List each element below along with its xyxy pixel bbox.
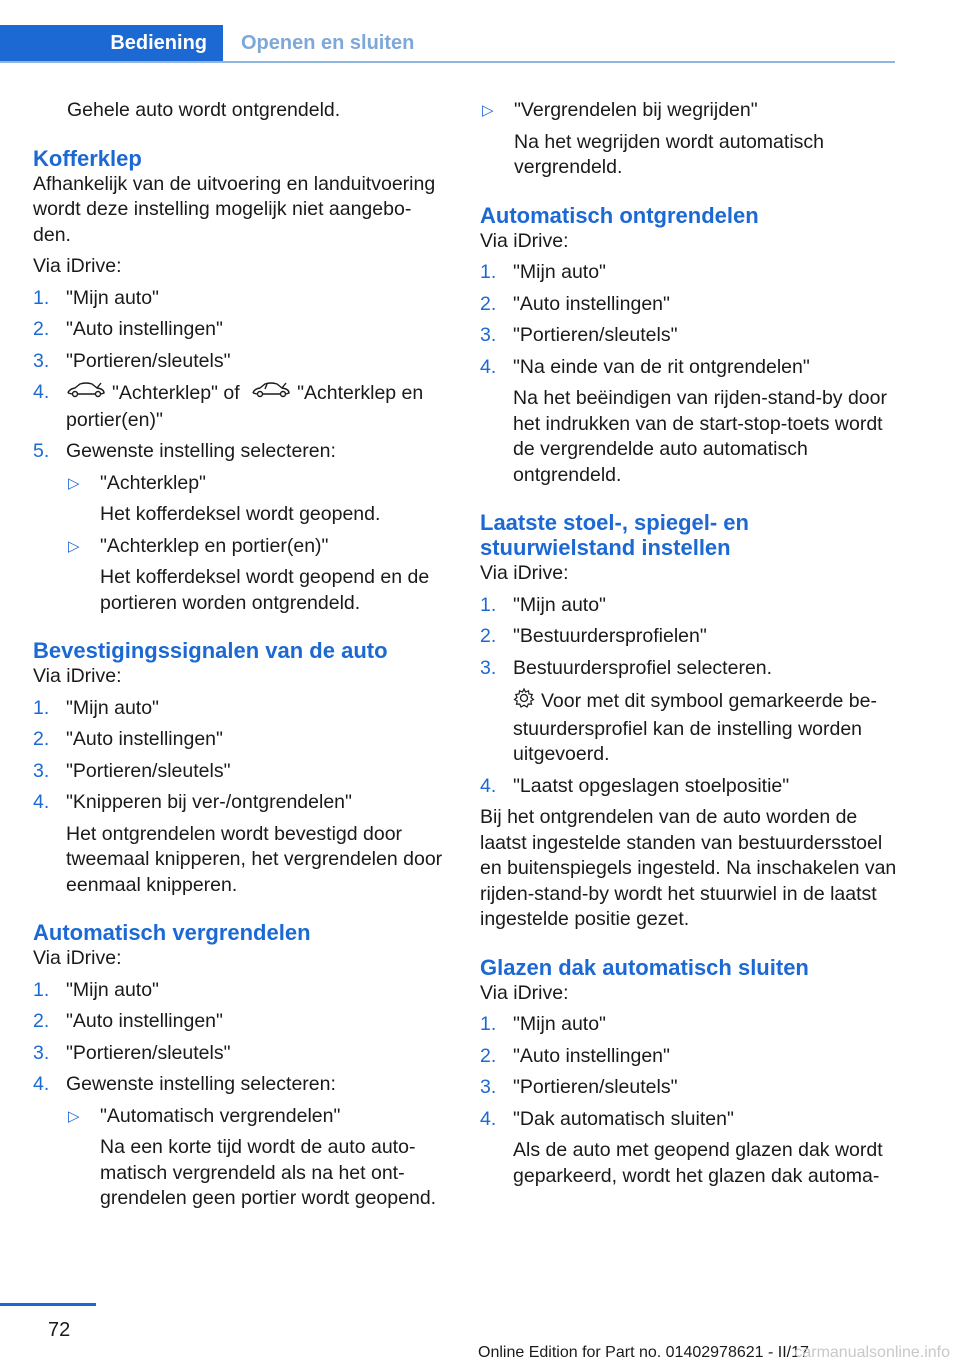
list-item: 3. "Portieren/sleutels" [480, 1076, 678, 1098]
sub-list-item: ▷ "Achterklep en portier(en)" [68, 534, 329, 557]
heading-glazen-dak: Glazen dak automatisch sluiten [480, 954, 809, 980]
list-item: 2. "Auto instellingen" [33, 1010, 223, 1032]
via-idrive: Via iDrive: [480, 981, 569, 1004]
tab-openen-en-sluiten[interactable]: Openen en sluiten [241, 32, 415, 54]
heading-automatisch-vergrendelen: Automatisch vergrendelen [33, 920, 311, 945]
list-item: 2. "Auto instellingen" [480, 1044, 670, 1067]
left-column [33, 98, 447, 1218]
list-item: 1. "Mijn auto" [33, 286, 159, 309]
list-item: 1. "Mijn auto" [480, 1013, 606, 1035]
list-item: 3. "Portieren/sleutels" [33, 349, 231, 372]
list-item: 2. "Auto instellingen" [33, 728, 223, 750]
list-item: 4. "Achterklep" of "Achterklep en portier(en)" [33, 381, 424, 431]
tab-bediening[interactable]: Bediening [0, 25, 223, 61]
intro-text: Gehele auto wordt ontgrendeld. [67, 99, 341, 121]
list-item: 2. "Auto instellingen" [33, 318, 223, 340]
sub-list-item: ▷ "Automatisch vergrendelen" [68, 1104, 341, 1127]
list-item: 4. "Knipperen bij ver-/ontgrendelen" Het ontgrendelen wordt bevestigd door tweemaal knipperen, het vergrendelen door eenmaal knipperen. [33, 790, 447, 898]
sub-list-item: ▷ "Vergrendelen bij wegrijden" [482, 99, 758, 121]
list-item: 2. "Auto instellingen" [480, 292, 670, 315]
car-tailgate-icon [66, 380, 106, 408]
list-item: 5. Gewenste instelling selecteren: ▷ "Achterklep" Het kofferdeksel wordt geopend. ▷ "Achterklep en portier(en)" Het kofferdeksel wordt geopend en de portieren worden ontgrendeld. [33, 439, 447, 616]
list-item: 1. "Mijn auto" [480, 261, 606, 283]
bevestiging-steps [33, 696, 447, 899]
heading-kofferklep: Kofferklep [33, 145, 142, 171]
heading-laatste-stand: Laatste stoel-, spiegel- en stuurwielstand instellen [480, 510, 749, 560]
kofferklep-text: Afhankelijk van de uitvoering en landuitvoering wordt deze instelling mogelijk niet aangebo-den. [33, 172, 436, 246]
sub-desc: Het kofferdeksel wordt geopend en de portieren worden ontgrendeld. [100, 566, 430, 614]
via-idrive: Via iDrive: [33, 947, 122, 969]
gear-icon [513, 687, 535, 717]
via-idrive: Via iDrive: [33, 665, 122, 687]
laatste-steps [480, 593, 898, 800]
heading-bevestigingssignalen: Bevestigingssignalen van de auto [33, 638, 388, 663]
step-desc: Na het beëindigen van rijden-stand-by door het indrukken van de start-stop-toets wordt de vergrendelde auto automatisch ontgrendeld. [513, 387, 887, 486]
step-desc: Als de auto met geopend glazen dak wordt geparkeerd, wordt het glazen dak automa- [513, 1139, 883, 1187]
list-item: 3. "Portieren/sleutels" [480, 324, 678, 346]
list-item: 3. "Portieren/sleutels" [33, 759, 231, 782]
list-item: 1. "Mijn auto" [33, 696, 159, 719]
list-item: 3. "Portieren/sleutels" [33, 1041, 231, 1064]
sub-desc: Na een korte tijd wordt de auto auto-matisch vergrendeld als na het ont-grendelen geen portier wordt geopend. [100, 1136, 437, 1209]
kofferklep-steps [33, 286, 447, 617]
via-idrive: Via iDrive: [33, 255, 122, 277]
list-item: 4. "Laatst opgeslagen stoelpositie" [480, 774, 790, 797]
edition-text: Online Edition for Part no. 01402978621 - II/17 [478, 1344, 809, 1361]
right-column [480, 98, 898, 1195]
heading-automatisch-ontgrendelen: Automatisch ontgrendelen [480, 202, 759, 228]
via-idrive: Via iDrive: [480, 229, 569, 252]
list-item: 4. "Dak automatisch sluiten" Als de auto met geopend glazen dak wordt geparkeerd, wordt het glazen dak automa- [480, 1107, 898, 1190]
step-desc: Het ontgrendelen wordt bevestigd door tweemaal knipperen, het vergrendelen door eenmaal knipperen. [66, 822, 443, 896]
list-item: 1. "Mijn auto" [480, 593, 606, 616]
step-desc: Voor met dit symbool gemarkeerde be-stuurdersprofiel kan de instelling worden uitgevoerd. [513, 689, 877, 765]
page-number: 72 [48, 1319, 71, 1341]
watermark: carmanualsonline.info [794, 1344, 950, 1361]
footer-rule [0, 1303, 96, 1306]
car-tailgate-doors-icon [251, 380, 291, 408]
list-item: 3. Bestuurdersprofiel selecteren. Voor met dit symbool gemarkeerde be-stuurdersprofiel kan de instelling worden uitgevoerd. [480, 656, 877, 765]
sub-desc: Het kofferdeksel wordt geopend. [100, 503, 381, 525]
via-idrive: Via iDrive: [480, 562, 569, 584]
list-item: 4. Gewenste instelling selecteren: ▷ "Automatisch vergrendelen" Na een korte tijd wordt de auto auto-matisch vergrendeld als na het ont-grendelen geen portier wordt geopend. [33, 1072, 447, 1212]
autovergrendelen-steps [33, 978, 447, 1212]
laatste-text: Bij het ontgrendelen van de auto worden de laatst ingestelde standen van bestuurdersstoel en buitenspiegels ingesteld. Na inschakelen van rijden-stand-by wordt het stuurwiel in de laatst ingestelde positie gezet. [480, 806, 897, 930]
glazendak-steps [480, 1012, 898, 1189]
sub-desc: Na het wegrijden wordt automatisch vergrendeld. [514, 130, 824, 178]
sub-list-item: ▷ "Achterklep" [68, 471, 206, 494]
list-item: 1. "Mijn auto" [33, 978, 159, 1001]
list-item: 4. "Na einde van de rit ontgrendelen" Na het beëindigen van rijden-stand-by door het indrukken van de start-stop-toets wordt de vergrendelde auto automatisch ontgrendeld. [480, 355, 898, 489]
list-item: 2. "Bestuurdersprofielen" [480, 625, 707, 647]
header-bar [0, 25, 895, 63]
autoontgrendelen-steps [480, 260, 898, 488]
